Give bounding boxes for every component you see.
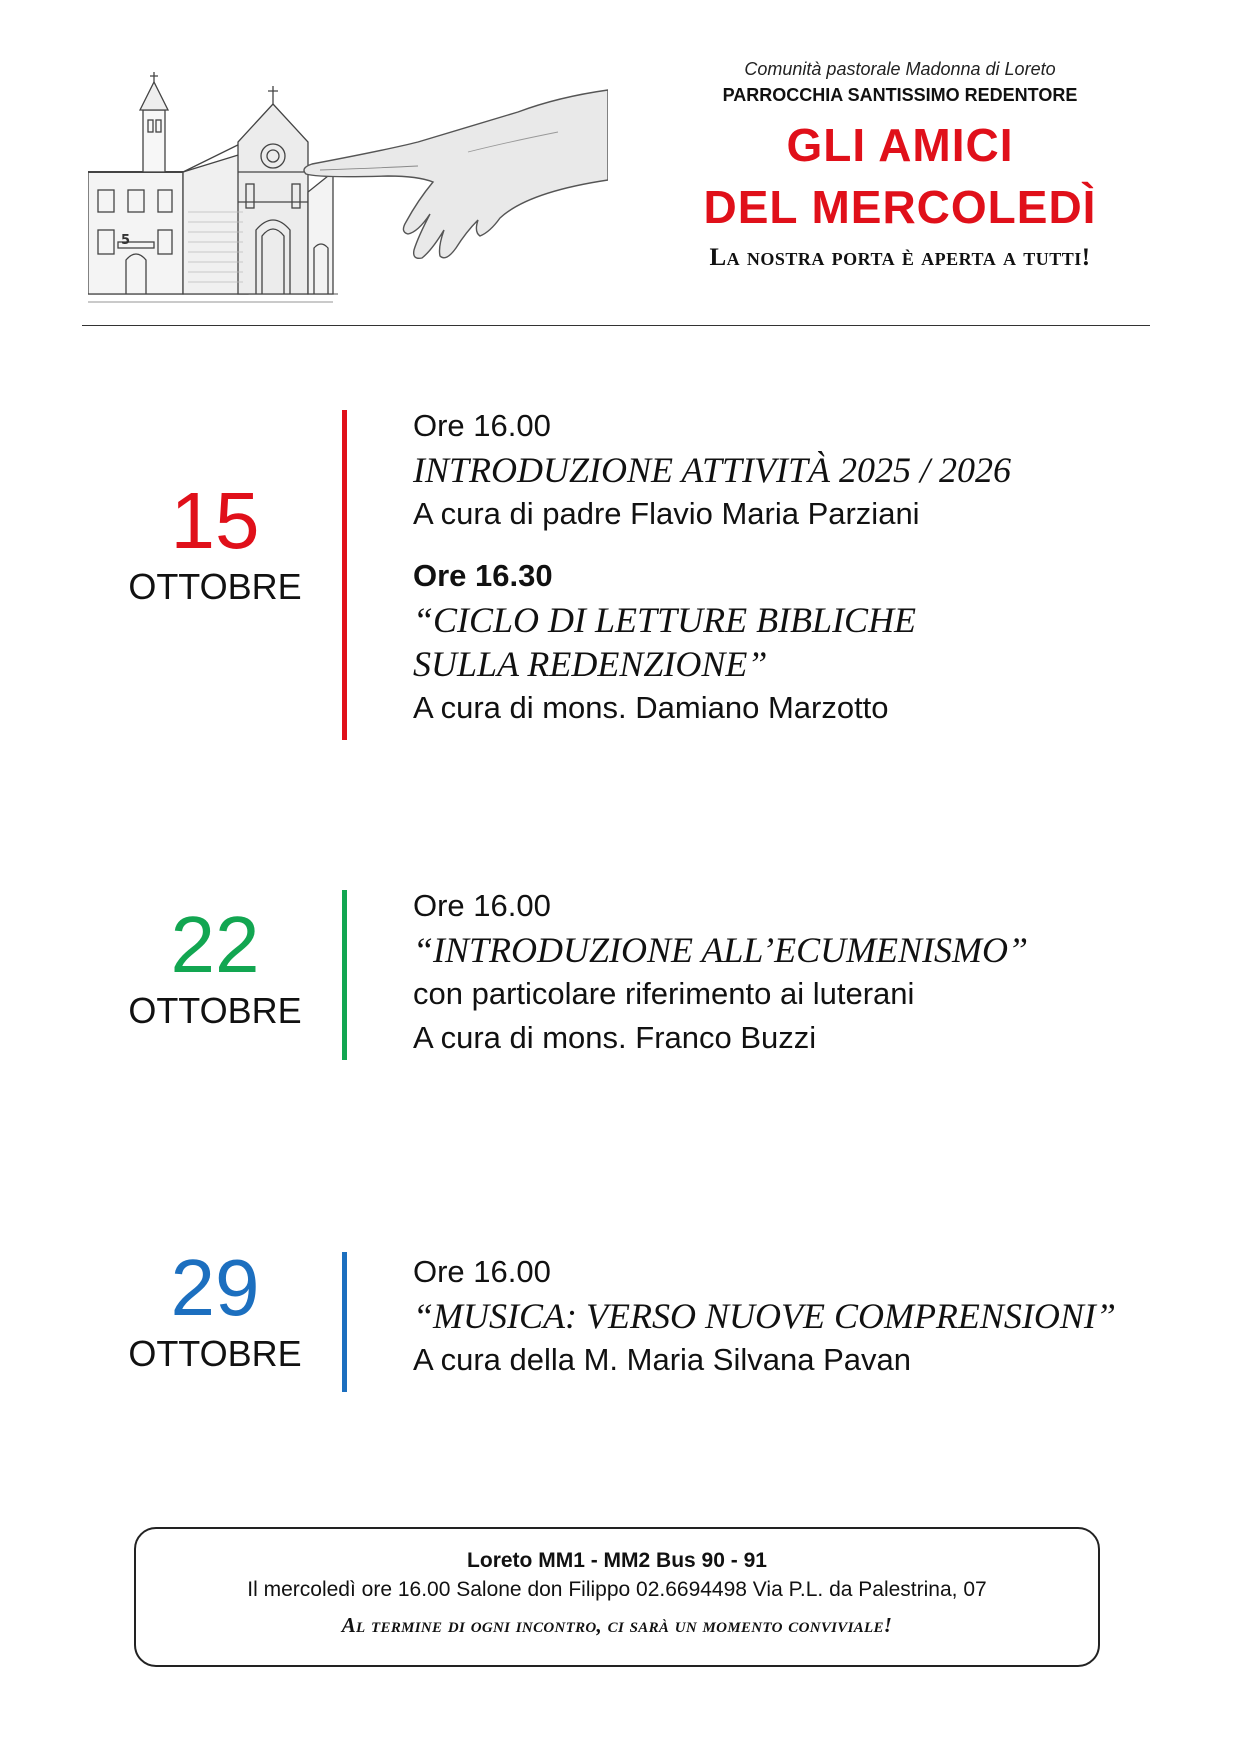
event-2-session-1-time: Ore 16.00: [413, 888, 551, 923]
venue-info: Il mercoledì ore 16.00 Salone don Filippo 02.6694498 Via P.L. da Palestrina, 07: [247, 1578, 987, 1601]
event-2-day: 22: [170, 900, 260, 989]
event-1-details: [413, 404, 1213, 730]
event-1-session-1-talk: INTRODUZIONE ATTIVITÀ 2025 / 2026: [413, 450, 1012, 490]
event-2-session-1-speaker: A cura di mons. Franco Buzzi: [413, 1020, 817, 1055]
event-2-session-1-note: con particolare riferimento ai luterani: [413, 976, 915, 1011]
title-line-2: DEL MERCOLEDÌ: [703, 181, 1097, 233]
event-1-session-1-speaker: A cura di padre Flavio Maria Parziani: [413, 496, 920, 531]
event-3-accent-bar: [342, 1252, 347, 1392]
title-line-1: GLI AMICI: [786, 119, 1014, 171]
event-3-date: [95, 1245, 335, 1375]
parish-name: PARROCCHIA SANTISSIMO REDENTORE: [722, 85, 1078, 105]
event-1-date: [95, 478, 335, 608]
event-3-session-1-talk: “MUSICA: VERSO NUOVE COMPRENSIONI”: [413, 1296, 1116, 1336]
building-number: 5: [121, 233, 131, 248]
event-3-session-1-time: Ore 16.00: [413, 1254, 551, 1289]
event-1-session-1-time: Ore 16.00: [413, 408, 551, 443]
event-3-month: OTTOBRE: [128, 1333, 302, 1374]
event-3-day: 29: [170, 1243, 260, 1332]
info-box: [134, 1527, 1100, 1667]
header-text: [640, 56, 1160, 272]
church-and-hand-illustration: [88, 72, 608, 308]
event-3-details: [413, 1250, 1213, 1382]
event-2-month: OTTOBRE: [128, 990, 302, 1031]
event-1-month: OTTOBRE: [128, 566, 302, 607]
header-divider: [82, 325, 1150, 326]
event-1-session-2-talk: “CICLO DI LETTURE BIBLICHE SULLA REDENZIONE”: [413, 600, 917, 684]
event-1-session-2-time: Ore 16.30: [413, 558, 553, 593]
event-2-session-1-talk: “INTRODUZIONE ALL’ECUMENISMO”: [413, 930, 1029, 970]
subtitle: La nostra porta è aperta a tutti!: [709, 244, 1091, 271]
event-2-accent-bar: [342, 890, 347, 1060]
event-3-session-1-speaker: A cura della M. Maria Silvana Pavan: [413, 1342, 911, 1377]
event-2-details: [413, 884, 1213, 1060]
closing-note: Al termine di ogni incontro, ci sarà un momento conviviale!: [341, 1613, 893, 1637]
transport-info: Loreto MM1 - MM2 Bus 90 - 91: [467, 1549, 767, 1572]
event-1-day: 15: [170, 476, 260, 565]
event-2-date: [95, 902, 335, 1032]
event-1-session-2-speaker: A cura di mons. Damiano Marzotto: [413, 690, 889, 725]
community-name: Comunità pastorale Madonna di Loreto: [744, 59, 1056, 79]
event-1-accent-bar: [342, 410, 347, 740]
